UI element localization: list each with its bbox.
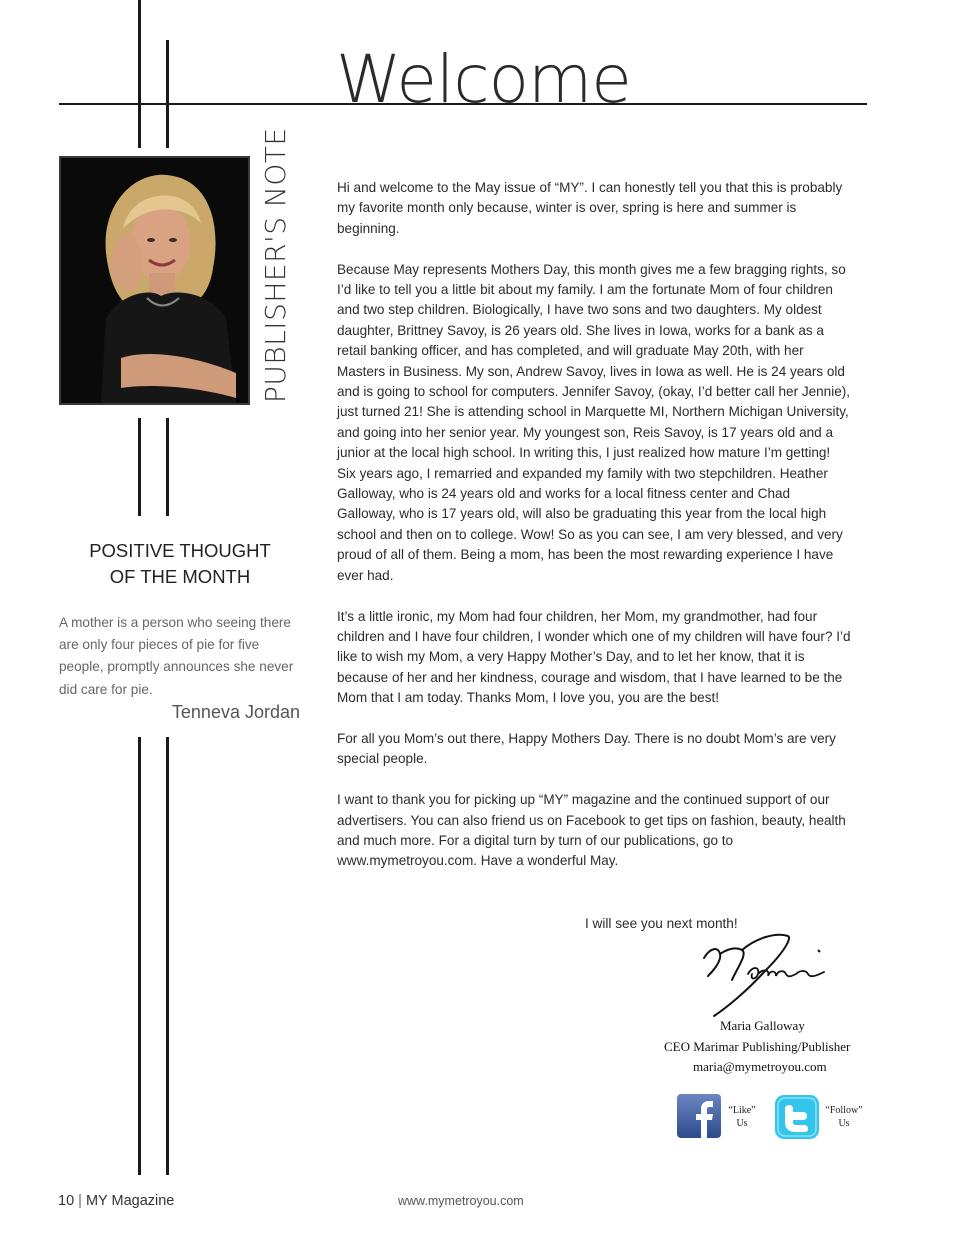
signature-email[interactable]: maria@mymetroyou.com <box>693 1059 827 1074</box>
footer-page-info <box>58 1193 174 1209</box>
positive-thought-quote: A mother is a person who seeing there are only four pieces of pie for five people, promptly announces she never did care for pie. <box>59 615 294 697</box>
letter-paragraph: Hi and welcome to the May issue of “MY”. I can honestly tell you that this is probably my favorite month only because, winter is over, spring is here and summer is beginning. <box>337 180 843 236</box>
quote-author: Tenneva Jordan <box>171 702 300 722</box>
facebook-icon <box>677 1094 721 1138</box>
vertical-rule-left-bottom <box>138 737 141 1175</box>
vertical-rule-right-mid <box>166 418 169 516</box>
footer-separator: | <box>78 1193 86 1209</box>
letter-paragraph: Because May represents Mothers Day, this month gives me a few bragging rights, so I’d like to tell you a little bit about my family. I am the fortunate Mom of four children and two step children. Biologically, I have two sons and two daughters. My oldest daughter, Brittney Savoy, is 26 years old. She lives in Iowa, works for a bank as a retail banking officer, and has completed, and will graduate May 20th, with her Masters in Business. My son, Andrew Savoy, lives in Iowa as well. He is 24 years old and is going to school for computers. Jennifer Savoy, (okay, I’d better call her Jennie), just turned 21! She is attending school in Marquette MI, Northern Michigan University, and going into her senior year. My youngest son, Reis Savoy, is 17 years old and a junior at the local high school. In writing this, I just realized how mature I’m getting! Six years ago, I remarried and expanded my family with two stepchildren. Heather Galloway, who is 24 years old and works for a local fitness center and Chad Galloway, who is 17 years old, will also be graduating this year from the local high school and then on to college. Wow! So as you can see, I am very blessed, and very proud of all of them. Being a mom, has been the most rewarding experience I have ever had. <box>337 261 851 583</box>
handwritten-signature <box>696 930 836 1025</box>
publishers-note-label: PUBLISHER'S NOTE <box>259 127 292 403</box>
vertical-rule-right-top <box>166 40 169 148</box>
signature-name: Maria Galloway <box>720 1018 805 1033</box>
facebook-like-label: “Like” Us <box>728 1105 756 1129</box>
publisher-photo <box>59 156 250 405</box>
letter-paragraph: I want to thank you for picking up “MY” magazine and the continued support of our advertisers. You can also friend us on Facebook to get tips on fashion, beauty, health and much more. For a digital turn by turn of our publications, go to www.mymetroyou.com. Have a wonderful May. <box>337 792 846 869</box>
publisher-portrait-image <box>61 158 248 403</box>
positive-thought-heading-line2: OF THE MONTH <box>109 566 251 587</box>
positive-thought-heading-line1: POSITIVE THOUGHT <box>89 540 271 561</box>
page-title: Welcome <box>336 41 631 118</box>
positive-thought-heading <box>60 538 300 590</box>
vertical-rule-left-top <box>138 0 141 148</box>
page-number: 10 <box>58 1193 75 1209</box>
publisher-letter <box>337 178 852 892</box>
signature-title: CEO Marimar Publishing/Publisher <box>664 1039 851 1054</box>
letter-paragraph: For all you Mom’s out there, Happy Mothers Day. There is no doubt Mom’s are very special people. <box>337 730 836 767</box>
letter-paragraph: It’s a little ironic, my Mom had four children, her Mom, my grandmother, had four children and I have four children, I wonder which one of my children will have four? I’d like to wish my Mom, a very Happy Mother’s Day, and to let her know, that it is because of her and her kindness, courage and wisdom, that I have learned to be the Mom that I am today. Thanks Mom, I love you, you are the best! <box>337 608 851 706</box>
letter-signoff: I will see you next month! <box>585 916 738 931</box>
footer-url[interactable]: www.mymetroyou.com <box>398 1194 524 1208</box>
twitter-follow-label: “Follow” Us <box>825 1105 863 1129</box>
twitter-icon <box>775 1095 819 1139</box>
facebook-like-button[interactable] <box>677 1094 721 1138</box>
magazine-name: MY Magazine <box>85 1193 175 1209</box>
vertical-rule-left-mid <box>138 418 141 516</box>
vertical-rule-right-bottom <box>166 737 169 1175</box>
twitter-follow-button[interactable] <box>775 1095 819 1139</box>
